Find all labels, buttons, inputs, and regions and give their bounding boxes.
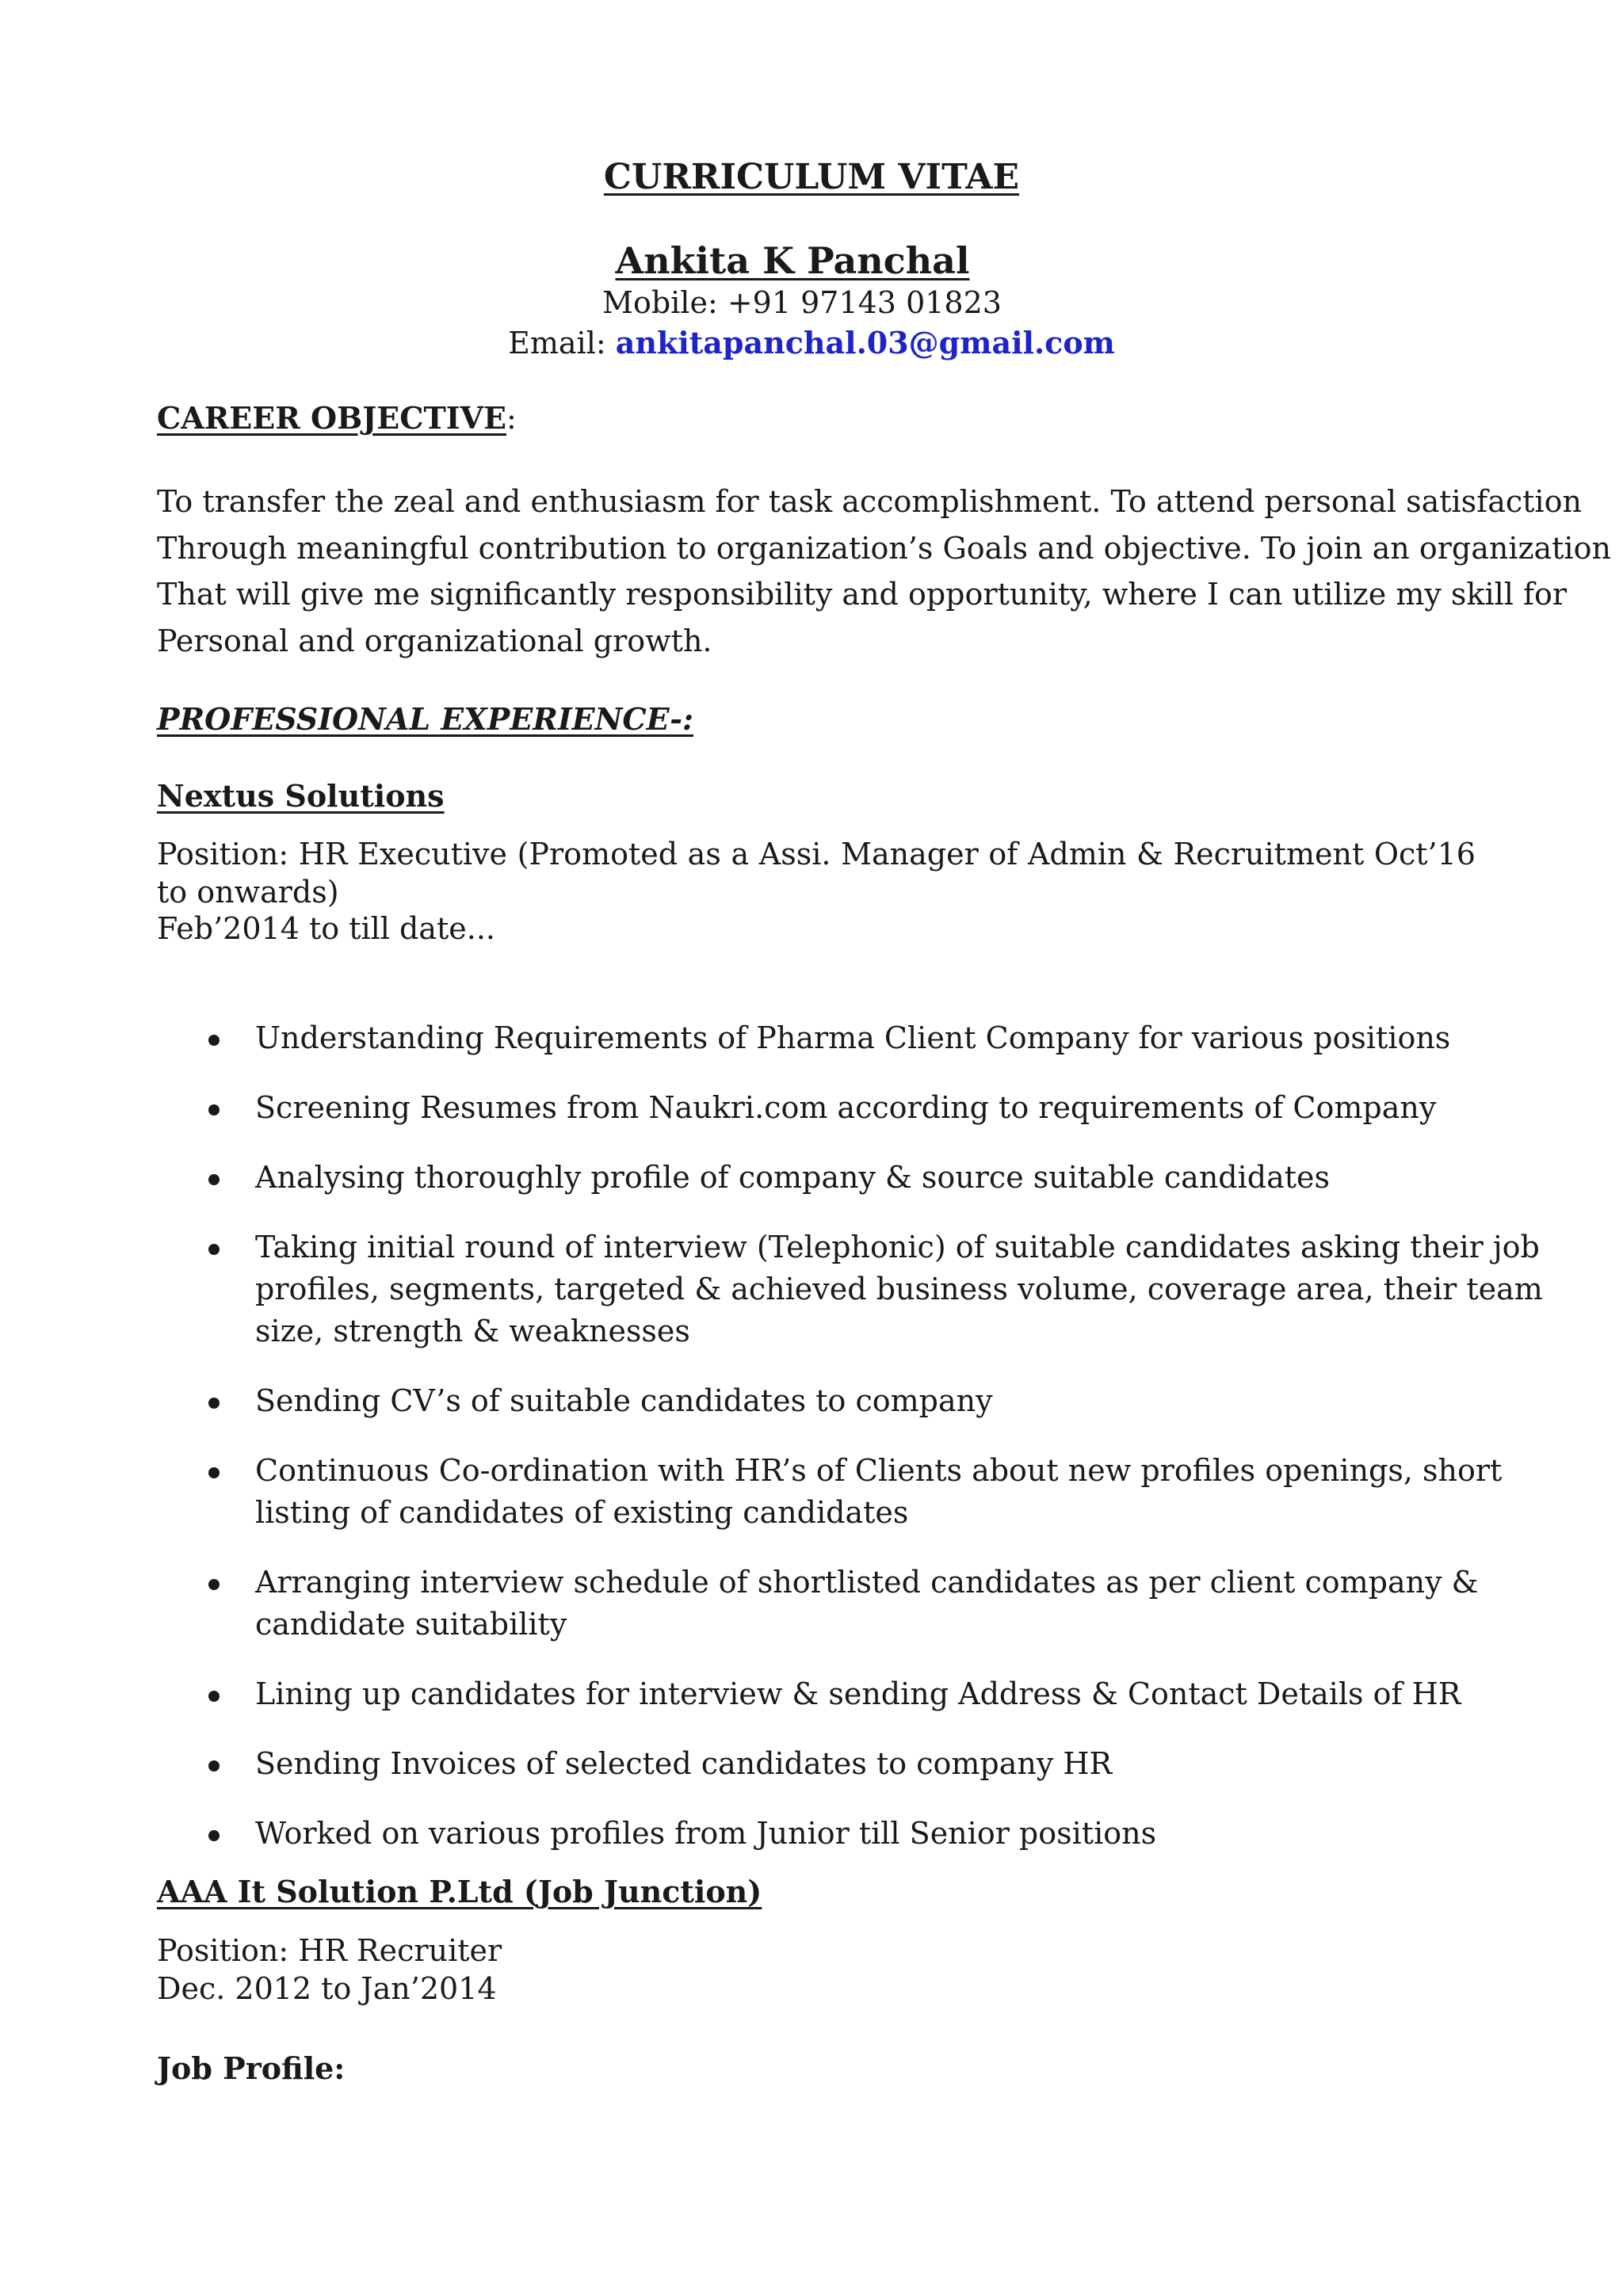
bullet-icon <box>208 1398 220 1409</box>
job-period: Dec. 2012 to Jan’2014 <box>157 1971 497 2006</box>
list-item: Sending CV’s of suitable candidates to company <box>157 1380 1504 1422</box>
list-item: Understanding Requirements of Pharma Client Company for various positions <box>157 1017 1504 1059</box>
objective-line: Through meaningful contribution to organization’s Goals and objective. To join an organization <box>157 530 1611 566</box>
job-period: Feb’2014 to till date... <box>157 911 495 946</box>
list-item: Analysing thoroughly profile of company & source suitable candidates <box>157 1157 1504 1199</box>
bullet-icon <box>208 1035 220 1046</box>
job-position-and-period <box>157 1932 502 2008</box>
job-position: Position: HR Executive (Promoted as a Assi. Manager of Admin & Recruitment Oct’16 to onwards) <box>157 837 1476 910</box>
company-name: Nextus Solutions <box>157 778 445 814</box>
candidate-name: Ankita K Panchal <box>615 239 970 282</box>
job-duties-list <box>157 1017 1543 1855</box>
mobile-label: Mobile: <box>602 285 727 320</box>
bullet-icon <box>208 1467 220 1478</box>
job-position: Position: HR Recruiter <box>157 1933 502 1968</box>
objective-line: Personal and organizational growth. <box>157 623 712 658</box>
list-item: Lining up candidates for interview & sending Address & Contact Details of HR <box>157 1673 1504 1715</box>
bullet-icon <box>208 1244 220 1255</box>
document-title: CURRICULUM VITAE <box>603 157 1020 197</box>
bullet-icon <box>208 1174 220 1185</box>
company-name: AAA It Solution P.Ltd (Job Junction) <box>157 1874 762 1909</box>
list-item: Screening Resumes from Naukri.com according to requirements of Company <box>157 1087 1504 1129</box>
email-link[interactable]: ankitapanchal.03@gmail.com <box>615 325 1115 360</box>
list-item: Continuous Co-ordination with HR’s of Clients about new profiles openings, short listing of candidates of existing candidates <box>157 1450 1555 1534</box>
career-objective-heading: CAREER OBJECTIVE: <box>157 400 517 436</box>
career-objective-text <box>157 479 1611 664</box>
list-item: Taking initial round of interview (Telephonic) of suitable candidates asking their job profiles, segments, targeted & achieved business volume, coverage area, their team size, strength & weaknesses <box>157 1226 1555 1352</box>
list-item: Worked on various profiles from Junior till Senior positions <box>157 1813 1504 1855</box>
mobile-number: +91 97143 01823 <box>727 285 1002 320</box>
objective-line: To transfer the zeal and enthusiasm for task accomplishment. To attend personal satisfaction <box>157 484 1582 519</box>
email-line <box>19 325 1604 360</box>
list-item: Sending Invoices of selected candidates to company HR <box>157 1743 1504 1785</box>
email-label: Email: <box>508 326 616 360</box>
bullet-icon <box>208 1579 220 1590</box>
professional-experience-heading: PROFESSIONAL EXPERIENCE-: <box>157 701 694 737</box>
bullet-icon <box>208 1104 220 1116</box>
mobile-line <box>10 285 1594 320</box>
bullet-icon <box>208 1830 220 1841</box>
objective-line: That will give me significantly responsibility and opportunity, where I can utilize my skill for <box>157 577 1568 612</box>
bullet-icon <box>208 1760 220 1772</box>
list-item: Arranging interview schedule of shortlisted candidates as per client company & candidate suitability <box>157 1562 1539 1646</box>
bullet-icon <box>208 1691 220 1702</box>
job-profile-heading: Job Profile: <box>157 2050 346 2086</box>
